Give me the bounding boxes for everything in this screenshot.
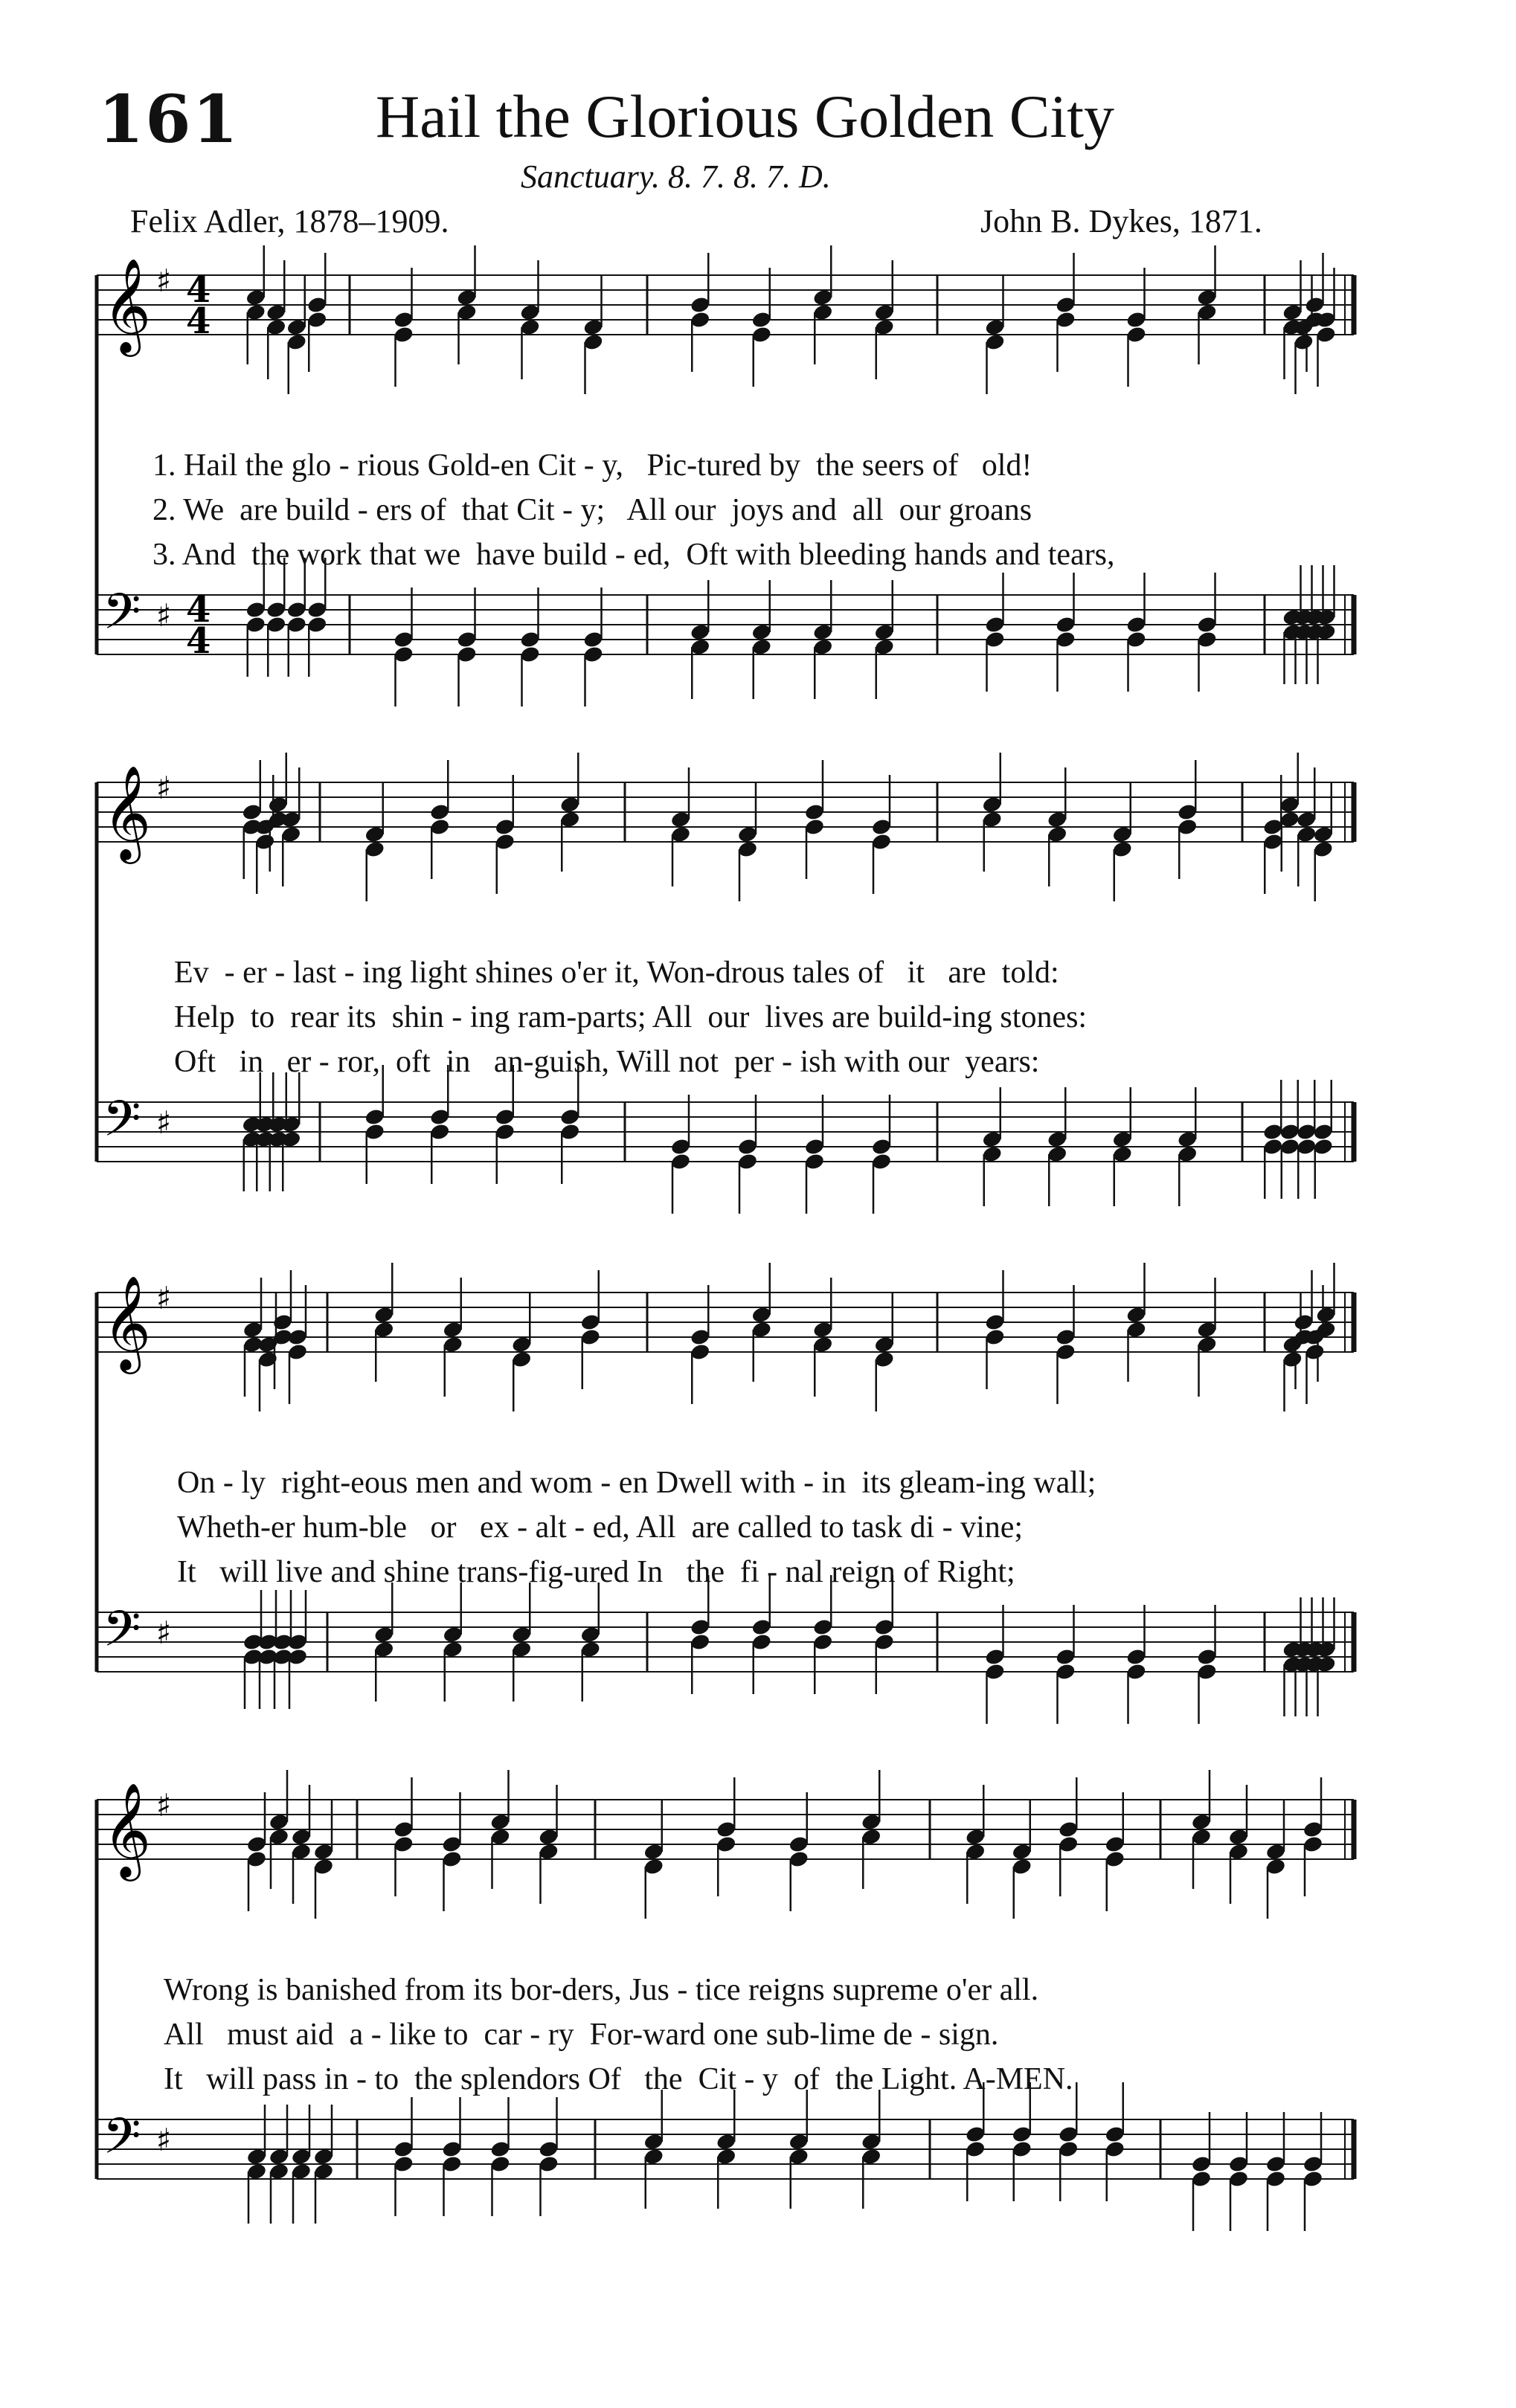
lyric-line: 1. Hail the glo - rious Gold-en Cit - y, Pic-tured by the seers of old!: [152, 448, 1032, 483]
lyric-line: Wrong is banished from its bor-ders, Jus - tice reigns supreme o'er all.: [164, 1973, 1039, 2007]
sharp-icon: ♯: [156, 597, 172, 634]
treble-clef-icon: 𝄞: [103, 764, 152, 860]
lyric-line: It will pass in - to the splendors Of the Cit - y of the Light. A-MEN.: [164, 2062, 1073, 2096]
lyric-line: 3. And the work that we have build - ed, Oft with bleeding hands and tears,: [152, 538, 1115, 572]
words-author: Felix Adler, 1878–1909.: [130, 203, 449, 239]
bass-clef-icon: 𝄢: [103, 1090, 141, 1159]
sharp-icon: ♯: [156, 2122, 172, 2158]
hymn-number: 161: [98, 80, 240, 158]
tune-meter: Sanctuary. 8. 7. 8. 7. D.: [521, 158, 831, 195]
treble-clef-icon: 𝄞: [103, 1782, 152, 1877]
lyric-line: Ev - er - last - ing light shines o'er it, Won-drous tales of it are told:: [174, 956, 1059, 990]
sharp-icon: ♯: [156, 1615, 172, 1651]
time-signature: 4: [186, 620, 211, 662]
lyric-line: All must aid a - like to car - ry For-ward one sub-lime de - sign.: [164, 2018, 999, 2052]
bass-clef-icon: 𝄢: [103, 1600, 141, 1670]
lyric-line: 2. We are build - ers of that Cit - y; All our joys and all our groans: [152, 493, 1032, 527]
music-composer: John B. Dykes, 1871.: [980, 203, 1262, 239]
bass-clef-icon: 𝄢: [103, 2108, 141, 2177]
hymn-title: Hail the Glorious Golden City: [376, 83, 1115, 150]
sharp-icon: ♯: [156, 263, 172, 299]
treble-clef-icon: 𝄞: [103, 257, 152, 352]
sharp-icon: ♯: [156, 1104, 172, 1141]
sharp-icon: ♯: [156, 1787, 172, 1823]
time-signature: 4: [186, 589, 211, 631]
lyric-line: Help to rear its shin - ing ram-parts; All our lives are build-ing stones:: [174, 1000, 1088, 1034]
lyric-line: Oft in er - ror, oft in an-guish, Will not per - ish with our years:: [174, 1045, 1040, 1079]
lyric-line: It will live and shine trans-fig-ured In the fi - nal reign of Right;: [177, 1555, 1015, 1589]
sharp-icon: ♯: [156, 1280, 172, 1316]
lyric-line: Wheth-er hum-ble or ex - alt - ed, All are called to task di - vine;: [177, 1510, 1024, 1545]
lyric-line: On - ly right-eous men and wom - en Dwell with - in its gleam-ing wall;: [177, 1466, 1096, 1500]
treble-clef-icon: 𝄞: [103, 1275, 152, 1370]
time-signature: 4: [186, 300, 211, 342]
bass-clef-icon: 𝄢: [103, 583, 141, 652]
time-signature: 4: [186, 269, 211, 311]
sharp-icon: ♯: [156, 770, 172, 806]
